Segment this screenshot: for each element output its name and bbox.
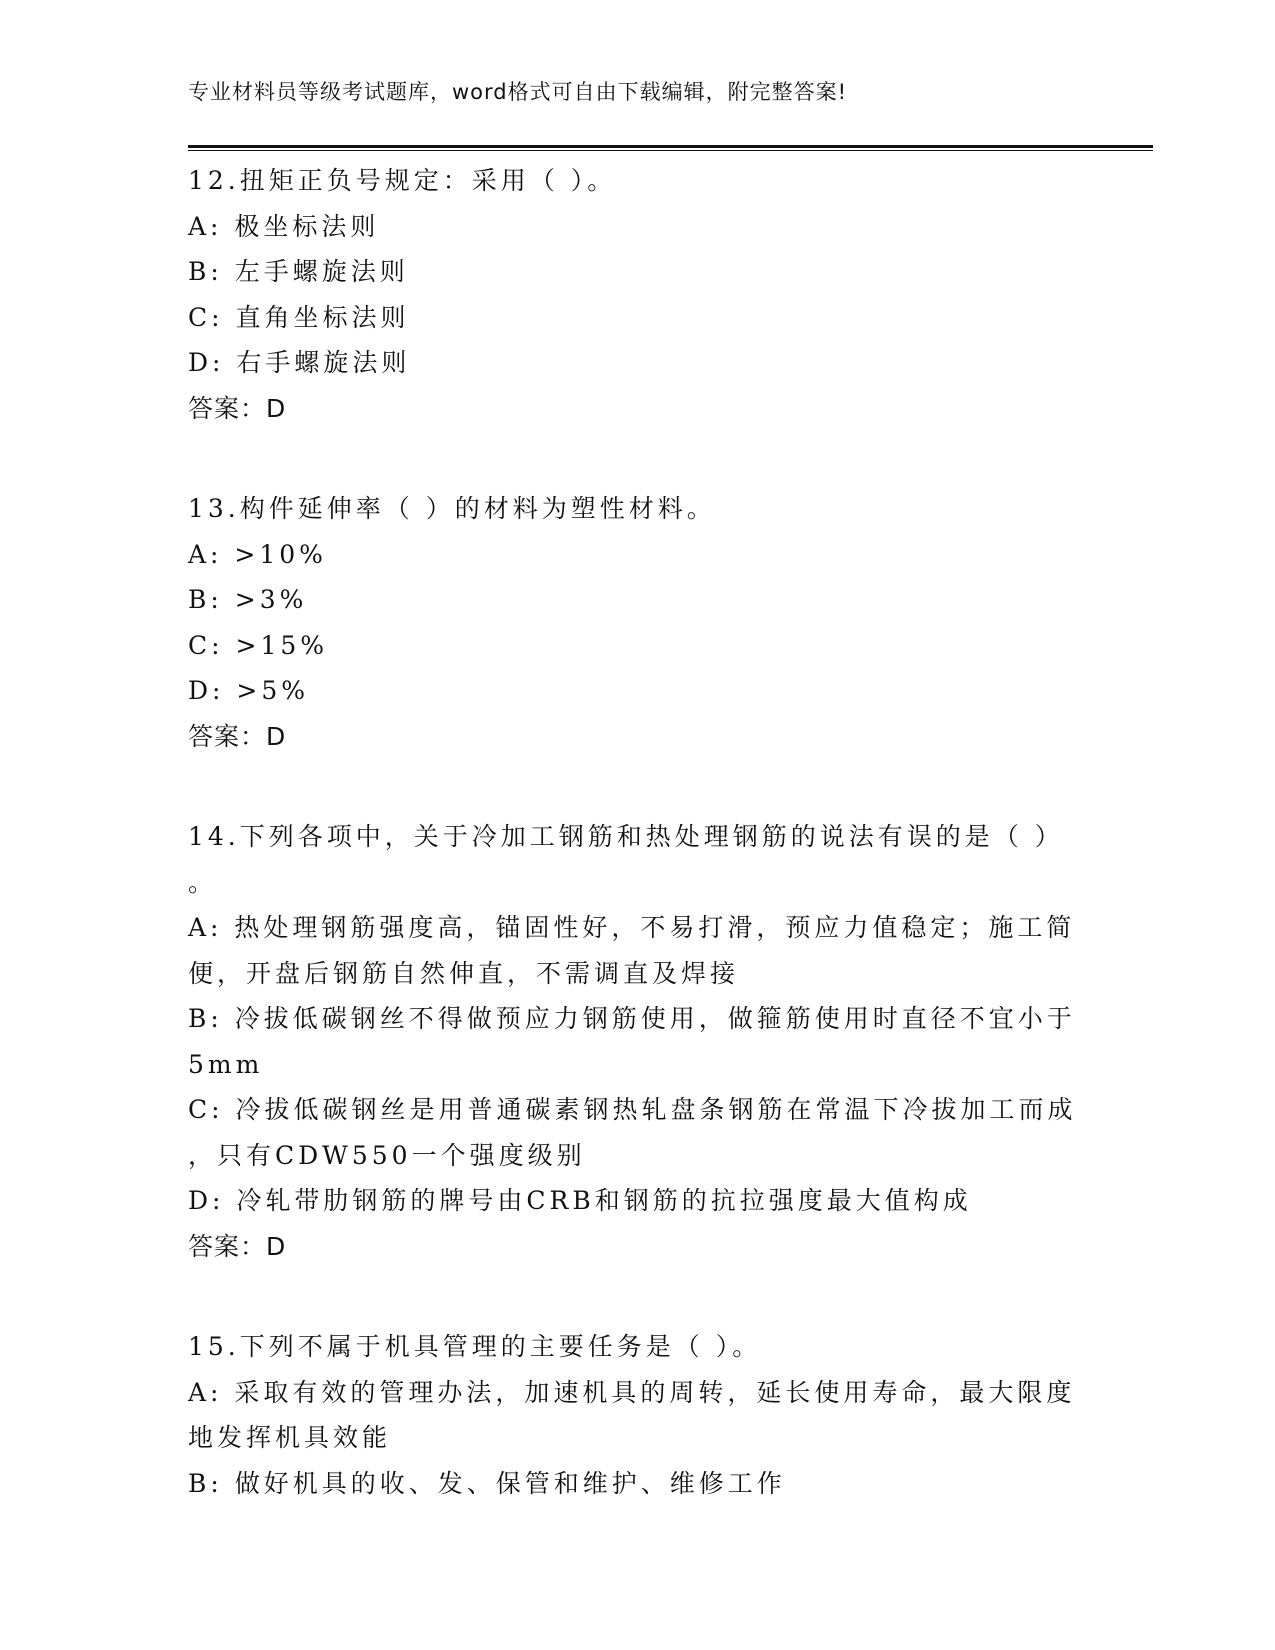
answer: 答案：D (188, 393, 287, 423)
option-c: C: 直角坐标法则 (188, 302, 410, 332)
question-stem: 12.扭矩正负号规定：采用（ ）。 (188, 166, 617, 195)
option-d: D: 冷轧带肋钢筋的牌号由CRB和钢筋的抗拉强度最大值构成 (188, 1186, 972, 1215)
question-stem: 14.下列各项中，关于冷加工钢筋和热处理钢筋的说法有误的是（ ） (188, 822, 1064, 851)
question-15 (188, 1324, 1088, 1506)
question-list (188, 158, 1088, 1561)
option-a: A: >10% (188, 539, 327, 569)
question-14 (188, 814, 1088, 1269)
question-stem: 15.下列不属于机具管理的主要任务是（ ）。 (188, 1332, 762, 1361)
option-b: B: 做好机具的收、发、保管和维护、维修工作 (188, 1468, 786, 1498)
page-header: 专业材料员等级考试题库，word格式可自由下载编辑，附完整答案! (188, 80, 848, 104)
question-12 (188, 158, 1088, 431)
option-b: B: 左手螺旋法则 (188, 257, 409, 286)
option-c-continued: ，只有CDW550一个强度级别 (188, 1140, 586, 1170)
header-divider-thin (188, 150, 1153, 151)
option-a: A: 采取有效的管理办法，加速机具的周转，延长使用寿命，最大限度 (188, 1377, 1076, 1407)
answer: 答案：D (188, 1231, 287, 1261)
option-b-continued: 5mm (188, 1049, 264, 1079)
option-b: B: >3% (188, 585, 308, 614)
header-divider-thick (188, 145, 1153, 148)
option-b: B: 冷拔低碳钢丝不得做预应力钢筋使用，做箍筋使用时直径不宜小于 (188, 1004, 1076, 1033)
answer: 答案：D (188, 721, 287, 751)
option-d: D: >5% (188, 676, 310, 705)
question-stem: 13.构件延伸率（ ）的材料为塑性材料。 (188, 494, 716, 523)
option-c: C: 冷拔低碳钢丝是用普通碳素钢热轧盘条钢筋在常温下冷拔加工而成 (188, 1095, 1077, 1124)
option-a-continued: 地发挥机具效能 (188, 1423, 392, 1452)
option-d: D: 右手螺旋法则 (188, 348, 411, 377)
question-13 (188, 486, 1088, 759)
option-a: A: 热处理钢筋强度高，锚固性好，不易打滑，预应力值稳定；施工简 (188, 913, 1076, 942)
question-stem-continued: 。 (188, 867, 218, 897)
option-a: A: 极坐标法则 (188, 211, 380, 241)
option-a-continued: 便，开盘后钢筋自然伸直，不需调直及焊接 (188, 958, 740, 988)
option-c: C: >15% (188, 630, 329, 660)
